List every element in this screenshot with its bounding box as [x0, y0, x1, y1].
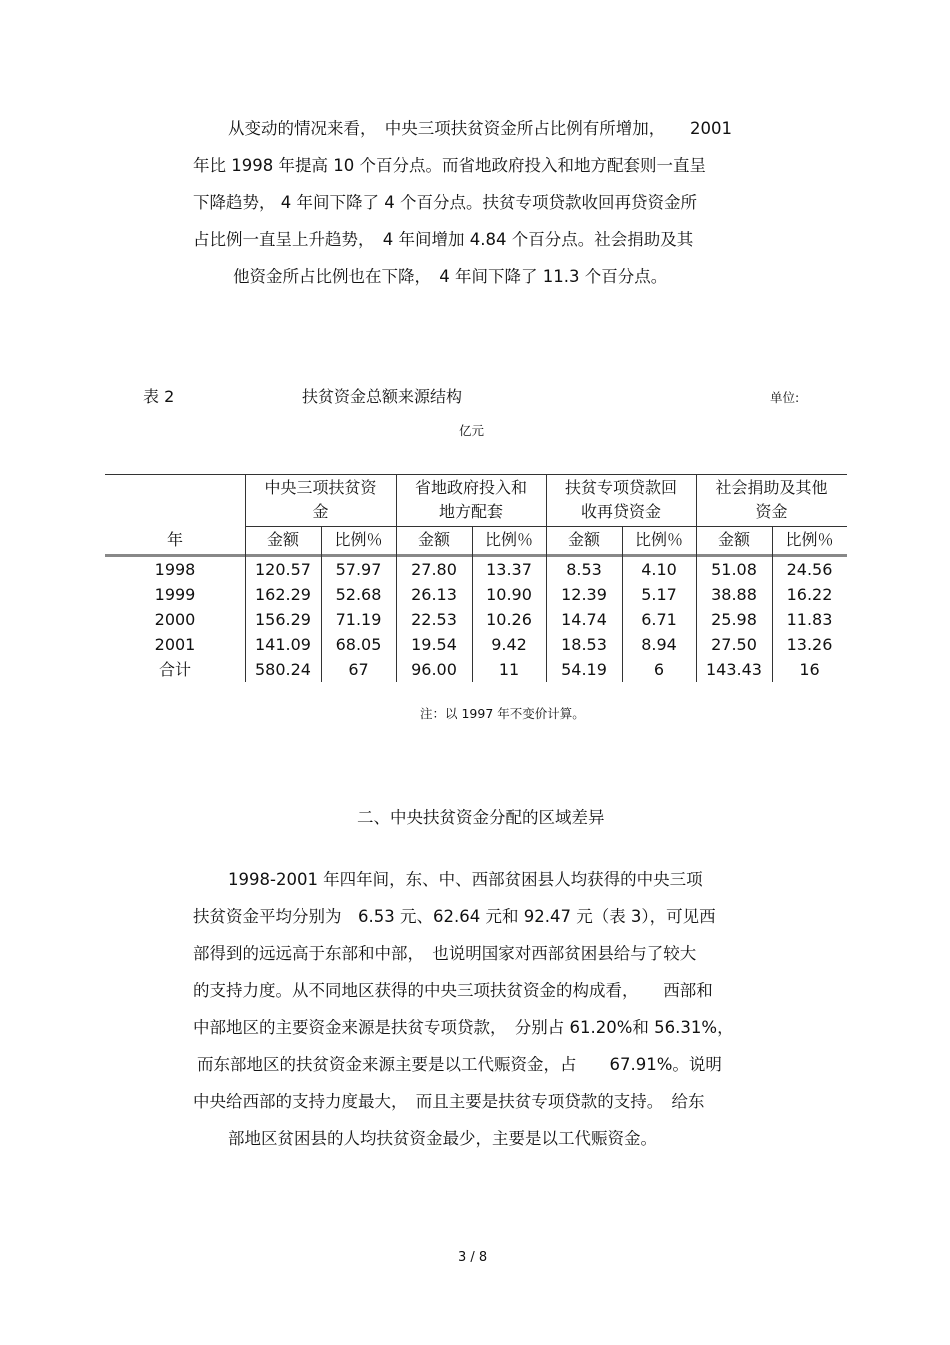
table-cell: 19.54: [411, 635, 457, 654]
table-top-rule: [105, 474, 847, 475]
table-cell: 38.88: [711, 585, 757, 604]
table-cell: 580.24: [255, 660, 311, 679]
sub-header-amount-4: 金额: [717, 530, 750, 549]
table-cell: 24.56: [786, 560, 833, 579]
row-year: 2000: [154, 610, 196, 629]
table-cell: 8.53: [566, 560, 602, 579]
table-cell: 10.26: [486, 610, 532, 629]
group-header-1-line-2: 金: [312, 502, 329, 521]
table-cell: 120.57: [255, 560, 311, 579]
table-cell: 22.53: [411, 610, 457, 629]
table-cell: 6.71: [641, 610, 677, 629]
paragraph-2-line-2: 扶贫资金平均分别为 6.53 元、62.64 元和 92.47 元（表 3），可见西: [193, 907, 716, 926]
table-cell: 96.00: [411, 660, 457, 679]
sub-header-ratio-2: 比例％: [484, 530, 533, 549]
table-cell: 156.29: [255, 610, 311, 629]
sub-header-amount-3: 金额: [567, 530, 600, 549]
table-cell: 27.80: [411, 560, 457, 579]
table-cell: 13.26: [786, 635, 833, 654]
table-cell: 14.74: [561, 610, 607, 629]
sub-header-ratio-1: 比例％: [334, 530, 383, 549]
table-cell: 9.42: [491, 635, 527, 654]
table-cell: 5.17: [641, 585, 677, 604]
paragraph-1-line-4: 占比例一直呈上升趋势， 4 年间增加 4.84 个百分点。社会捐助及其: [193, 230, 694, 249]
table-cell: 18.53: [561, 635, 607, 654]
table-cell: 67: [348, 660, 369, 679]
table-unit-prefix: 单位:: [770, 390, 800, 405]
table-unit: 亿元: [459, 423, 485, 438]
table-cell: 71.19: [335, 610, 382, 629]
table-cell: 13.37: [486, 560, 532, 579]
table-cell: 11.83: [786, 610, 833, 629]
table-cell: 143.43: [706, 660, 762, 679]
group-header-4-line-1: 社会捐助及其他: [715, 478, 828, 497]
table-cell: 11: [498, 660, 520, 679]
paragraph-2-line-4: 的支持力度。从不同地区获得的中央三项扶贫资金的构成看， 西部和: [193, 981, 713, 1000]
row-year: 1999: [154, 585, 196, 604]
paragraph-2-line-8: 部地区贫困县的人均扶贫资金最少，主要是以工代赈资金。: [228, 1129, 657, 1148]
paragraph-2-line-7: 中央给西部的支持力度最大， 而且主要是扶贫专项贷款的支持。 给东: [193, 1092, 705, 1111]
table-note: 注：以 1997 年不变价计算。: [420, 706, 585, 721]
table-label: 表 2: [143, 387, 175, 406]
section-title: 二、中央扶贫资金分配的区域差异: [357, 808, 605, 827]
row-year: 2001: [154, 635, 196, 654]
group-header-2-line-1: 省地政府投入和: [414, 478, 527, 497]
group-header-3-line-1: 扶贫专项贷款回: [564, 478, 677, 497]
table-cell: 54.19: [561, 660, 607, 679]
paragraph-1-line-1: 从变动的情况来看， 中央三项扶贫资金所占比例有所增加， 2001: [228, 119, 732, 138]
table-cell: 6: [653, 660, 665, 679]
paragraph-2-line-1: 1998-2001 年四年间，东、中、西部贫困县人均获得的中央三项: [228, 870, 703, 889]
table-cell: 27.50: [711, 635, 757, 654]
table-cell: 51.08: [711, 560, 757, 579]
group-header-2-line-2: 地方配套: [438, 502, 503, 521]
paragraph-1-line-3: 下降趋势， 4 年间下降了 4 个百分点。扶贫专项贷款收回再贷资金所: [193, 193, 697, 212]
table-cell: 68.05: [335, 635, 382, 654]
row-year: 合计: [158, 660, 191, 679]
table-cell: 25.98: [711, 610, 757, 629]
group-header-1-line-1: 中央三项扶贫资: [264, 478, 377, 497]
table-cell: 162.29: [255, 585, 311, 604]
paragraph-2-line-5: 中部地区的主要资金来源是扶贫专项贷款， 分别占 61.20%和 56.31%，: [193, 1018, 734, 1037]
table-cell: 16.22: [786, 585, 833, 604]
table-cell: 57.97: [335, 560, 382, 579]
paragraph-1-line-2: 年比 1998 年提高 10 个百分点。而省地政府投入和地方配套则一直呈: [193, 156, 706, 175]
group-header-4-line-2: 资金: [755, 502, 788, 521]
paragraph-2-line-6: 而东部地区的扶贫资金来源主要是以工代赈资金，占 67.91%。说明: [197, 1055, 722, 1074]
table-title: 扶贫资金总额来源结构: [302, 387, 463, 406]
table-cell: 8.94: [641, 635, 677, 654]
table-cell: 10.90: [486, 585, 532, 604]
table-cell: 4.10: [641, 560, 677, 579]
sub-header-ratio-4: 比例％: [785, 530, 834, 549]
group-header-3-line-2: 收再贷资金: [580, 502, 661, 521]
table-cell: 16: [799, 660, 820, 679]
sub-header-amount-1: 金额: [266, 530, 299, 549]
sub-header-ratio-3: 比例％: [634, 530, 683, 549]
table-cell: 52.68: [335, 585, 382, 604]
table-cell: 26.13: [411, 585, 457, 604]
sub-header-amount-2: 金额: [417, 530, 450, 549]
paragraph-1-line-5: 他资金所占比例也在下降， 4 年间下降了 11.3 个百分点。: [233, 267, 668, 286]
table-header-rule: [105, 554, 847, 557]
year-header: 年: [166, 530, 183, 549]
table-cell: 12.39: [561, 585, 607, 604]
table-cell: 141.09: [255, 635, 311, 654]
row-year: 1998: [154, 560, 196, 579]
paragraph-2-line-3: 部得到的远远高于东部和中部， 也说明国家对西部贫困县给与了较大: [193, 944, 697, 963]
page-number: 3 / 8: [458, 1250, 488, 1265]
